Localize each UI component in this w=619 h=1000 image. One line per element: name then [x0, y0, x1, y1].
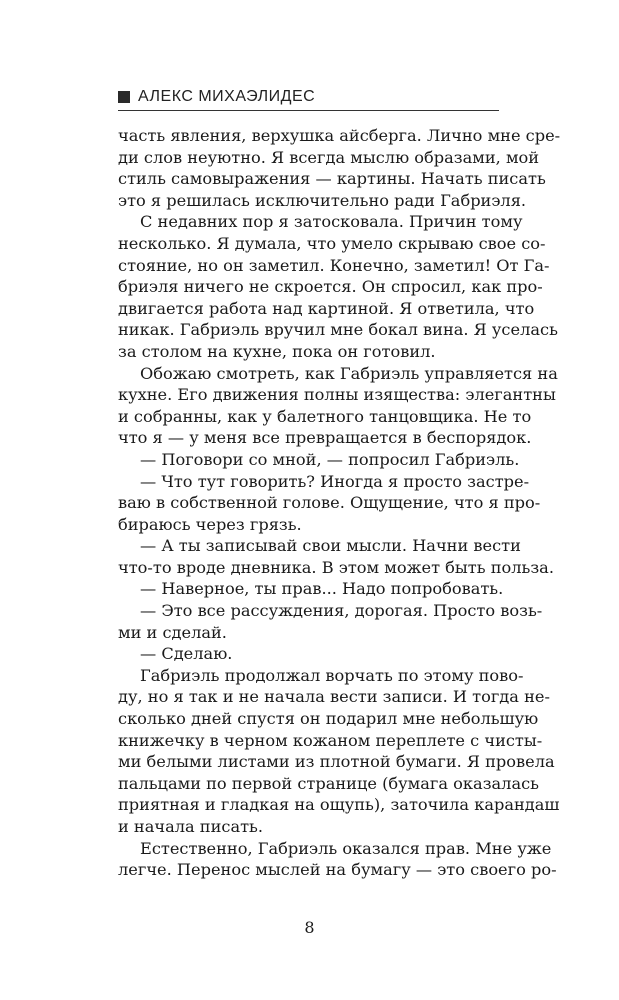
text-line: стояние, но он заметил. Конечно, заметил! От Га- [118, 255, 550, 275]
text-line: легче. Перенос мыслей на бумагу — это своего ро- [118, 860, 557, 880]
text-line: — А ты записывай свои мысли. Начни вести [140, 536, 521, 556]
text-line: что я — у меня все превращается в беспорядок. [118, 428, 532, 448]
text-line: кухне. Его движения полны изящества: элегантны [118, 385, 556, 405]
text-line: это я решилась исключительно ради Габриэля. [118, 190, 527, 210]
text-line: пальцами по первой странице (бумага оказалась [118, 773, 539, 793]
body-text [118, 125, 561, 881]
header-square-icon [118, 91, 130, 103]
text-line: никак. Габриэль вручил мне бокал вина. Я уселась [118, 320, 558, 340]
text-line: книжечку в черном кожаном переплете с чисты- [118, 730, 543, 750]
text-line: ми и сделай. [118, 622, 227, 642]
text-line: С недавних пор я затосковала. Причин тому [140, 212, 523, 232]
text-line: Обожаю смотреть, как Габриэль управляется на [140, 363, 558, 383]
text-line: ваю в собственной голове. Ощущение, что я про- [118, 493, 541, 513]
text-line: часть явления, верхушка айсберга. Лично мне сре- [118, 126, 561, 145]
text-line: — Наверное, ты прав... Надо попробовать. [140, 579, 504, 599]
text-line: несколько. Я думала, что умело скрываю свое со- [118, 233, 546, 253]
text-line: — Поговори со мной, — попросил Габриэль. [140, 449, 520, 469]
text-line: ду, но я так и не начала вести записи. И тогда не- [118, 687, 550, 707]
text-line: Естественно, Габриэль оказался прав. Мне уже [140, 838, 552, 858]
author-name: АЛЕКС МИХАЭЛИДЕС [138, 88, 316, 105]
text-line: Габриэль продолжал ворчать по этому пово- [140, 665, 524, 685]
text-line: — Это все рассуждения, дорогая. Просто возь- [140, 601, 543, 621]
text-line: бриэля ничего не скроется. Он спросил, как про- [118, 277, 543, 297]
page-number: 8 [304, 918, 315, 937]
text-line: что-то вроде дневника. В этом может быть польза. [118, 557, 554, 577]
text-line: — Сделаю. [140, 644, 233, 664]
text-line: стиль самовыражения — картины. Начать писать [118, 169, 546, 189]
text-line: сколько дней спустя он подарил мне небольшую [118, 709, 539, 729]
text-line: приятная и гладкая на ощупь), заточила карандаш [118, 795, 560, 815]
text-line: ди слов неуютно. Я всегда мыслю образами, мой [118, 147, 540, 167]
running-header [118, 84, 499, 111]
text-line: двигается работа над картиной. Я ответила, что [118, 298, 535, 318]
text-line: — Что тут говорить? Иногда я просто застре- [140, 471, 530, 491]
text-line: и собранны, как у балетного танцовщика. Не то [118, 406, 532, 426]
text-line: и начала писать. [118, 817, 264, 836]
text-line: ми белыми листами из плотной бумаги. Я провела [118, 752, 555, 772]
text-line: за столом на кухне, пока он готовил. [118, 341, 436, 361]
text-line: бираюсь через грязь. [118, 514, 302, 534]
